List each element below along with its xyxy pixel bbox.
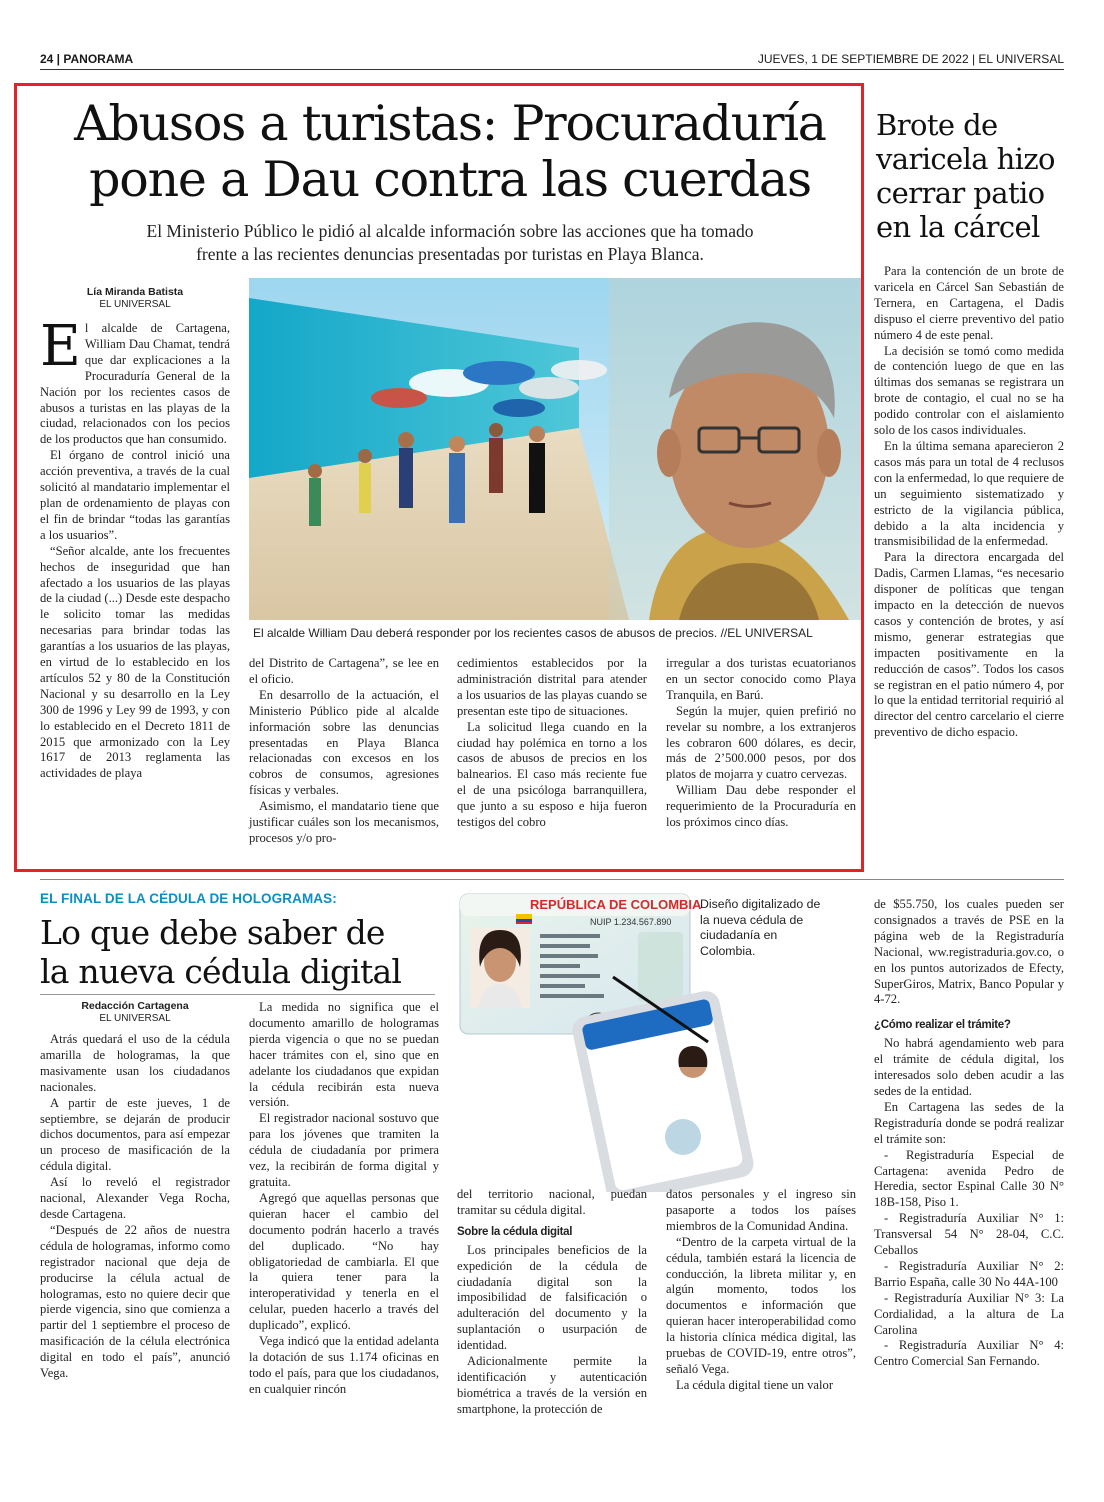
main-col4-p2: Según la mujer, quien prefirió no revelar su nombre, a los extranjeros les cobraron 600 dólares, es decir, más de 2’500.000 pesos, por dos platos de mojarra y cuatro cervezas. [666, 703, 856, 782]
card-number-text: NUIP 1.234.567.890 [590, 917, 672, 927]
second-col5-p3: - Registraduría Especial de Cartagena: avenida Pedro de Heredia, sector Espinal Calle 30 N° 18B-158, Piso 1. [874, 1147, 1064, 1210]
photo-caption: El alcalde William Dau deberá responder por los recientes casos de abusos de precios. //EL UNIVERSAL [253, 626, 813, 640]
main-col2-p3: Asimismo, el mandatario tiene que justificar cuáles son los mecanismos, procesos y/o pro- [249, 799, 439, 845]
second-col3-p2: Adicionalmente permite la identificación y autenticación biométrica a través de la versión en smartphone, la protección de [457, 1354, 647, 1416]
main-col1-p2: El órgano de control inició una acción preventiva, a través de la cual solicitó al mandatario implementar el plan de ordenamiento de playas con el fin de brindar “todas las garantías a los usuarios”. [40, 448, 230, 542]
second-col3-lead: del territorio nacional, puedan tramitar su cédula digital. [457, 1187, 647, 1217]
main-col2-p1: del Distrito de Cartagena”, se lee en el oficio. [249, 656, 439, 686]
main-headline-line2: pone a Dau contra las cuerdas [89, 151, 811, 208]
main-deck-line1: El Ministerio Público le pidió al alcalde información sobre las acciones que ha tomado [146, 221, 754, 241]
second-column-4 [666, 1187, 856, 1394]
second-headline [40, 913, 420, 991]
second-col4-p1: datos personales y el ingreso sin pasaporte a todos los países miembros de la Comunidad Andina. [666, 1187, 856, 1233]
second-col2-p2: El registrador nacional sostuvo que para los jóvenes que tramiten la cédula de ciudadanía por primera vez, la recibirán de forma digital y gratuita. [249, 1111, 439, 1189]
second-col5-p4: - Registraduría Auxiliar N° 1: Transversal 54 N° 28-04, C.C. Ceballos [874, 1211, 1064, 1258]
main-deck-line2: frente a las recientes denuncias presentadas por turistas en Playa Blanca. [196, 244, 704, 264]
side-p3: En la última semana aparecieron 2 casos más para un total de 4 reclusos con la enfermedad, lo que requiere de un seguimiento sistematizado y estricto de la vigilancia pública, debido a la alta incidencia y transmisibilidad de la enfermedad. [874, 438, 1064, 549]
main-column-1 [40, 286, 230, 782]
main-outlet: EL UNIVERSAL [99, 299, 171, 310]
second-column-5 [874, 897, 1064, 1370]
drop-cap: E [40, 314, 81, 379]
main-column-2 [249, 656, 439, 847]
side-p4: Para la directora encargada del Dadis, Carmen Llamas, “es necesario disponer de políticas que tengan impacto en la detección de nuevos casos y contención de brotes, y así mismo, generar estrategias que impacten positivamente en la reducción de casos”. Todos los casos se registran en el patio número 4, por lo que la entidad territorial requirió al director del centro carcelario el cierre preventivo de dicho espacio. [874, 550, 1064, 740]
second-col1-p3: Así lo reveló el registrador nacional, Alexander Vega Rocha, desde Cartagena. [40, 1175, 230, 1221]
main-col4-p1: irregular a dos turistas ecuatorianos en un sector conocido como Playa Tranquila, en Barú. [666, 656, 856, 702]
second-headline-line2: la nueva cédula digital [40, 952, 402, 991]
second-headline-rule [40, 994, 435, 995]
main-column-3 [457, 656, 647, 831]
second-col1-p2: A partir de este jueves, 1 de septiembre, se dejarán de producir dichos documentos, para así empezar un proceso de masificación de la cédula digital. [40, 1095, 230, 1174]
second-col5-subhead: ¿Cómo realizar el trámite? [874, 1019, 1011, 1032]
second-col5-p1: No habrá agendamiento web para el trámite de cédula digital, los interesados solo deben acudir a las sedes de la entidad. [874, 1036, 1064, 1098]
second-byline [40, 1000, 230, 1025]
side-headline: Brote de varicela hizo cerrar patio en la cárcel [876, 108, 1055, 244]
second-col5-p6: - Registraduría Auxiliar N° 3: La Cordialidad, a la altura de La Carolina [874, 1290, 1064, 1337]
second-column-2 [249, 1000, 439, 1398]
main-author: Lía Miranda Batista [86, 286, 184, 298]
second-col5-p7: - Registraduría Auxiliar N° 4: Centro Comercial San Fernando. [874, 1338, 1064, 1369]
beach-mayor-image [249, 278, 861, 620]
main-col1-p3: “Señor alcalde, ante los frecuentes hechos de inseguridad que han afectado a los usuarios de las playas de la ciudad (...) Desde este despacho le solicito tomar las medidas necesarias para brindar todas las garantías a los usuarios de las playas, en virtud de lo establecido en los artículos 52 y 80 de la Constitución Nacional y su desarrollo en la Ley 300 de 1996 y Ley 99 de 1993, y con lo establecido en el Decreto 1811 de 2015 que armonizado con la Ley 1617 de 2013 reglamenta las actividades de playa [40, 543, 230, 781]
side-story-body [874, 264, 1064, 741]
side-p1: Para la contención de un brote de varicela en Cárcel San Sebastián de Ternera, en Cartagena, el Dadis dispuso el cierre preventivo del patio número 4 de este penal. [874, 264, 1064, 342]
page-date-and-paper: JUEVES, 1 DE SEPTIEMBRE DE 2022 | EL UNIVERSAL [757, 52, 1064, 66]
second-column-3 [457, 1187, 647, 1418]
second-headline-line1: Lo que debe saber de [40, 913, 385, 952]
second-col4-p2: “Dentro de la carpeta virtual de la cédula, también estará la licencia de conducción, la libreta militar y, en algún momento, todos los documentos e información que quieran hacer interoperabilidad como la historia clínica médica digital, las pruebas de COVID-19, entre otros”, señaló Vega. [666, 1234, 856, 1376]
second-col3-subhead: Sobre la cédula digital [457, 1225, 573, 1238]
main-headline [40, 96, 860, 208]
second-col4-p3: La cédula digital tiene un valor [676, 1377, 834, 1392]
main-col1-p1: l alcalde de Cartagena, William Dau Chamat, tendrá que dar explicaciones a la Procuraduría General de la Nación por los recientes casos de abusos a turistas en las playas de la ciudad, relacionados con los pecios de los productos que han consumido. [40, 321, 230, 447]
beach-photo [249, 278, 861, 620]
second-column-1 [40, 1000, 230, 1382]
main-col4-p3: William Dau debe responder el requerimiento de la Procuraduría en los próximos cinco días. [666, 783, 856, 830]
main-col3-p2: La solicitud llega cuando en la ciudad hay polémica en torno a los casos de abusos de precios en los balnearios. El caso más reciente fue el de una psicóloga barranquillera, que junto a su esposo e hija fueron testigos del cobro [457, 719, 647, 830]
side-p2: La decisión se tomó como medida de contención luego de que en las últimas dos semanas se registrara un brote de contagio, el cual no se ha podido controlar con el aislamiento solo de los casos individuales. [874, 343, 1064, 438]
second-col2-p4: Vega indicó que la entidad adelanta la dotación de sus 1.174 oficinas en todo el país, para que los ciudadanos, en cualquier rincón [249, 1334, 439, 1396]
second-outlet: EL UNIVERSAL [99, 1013, 171, 1024]
card-country-text: REPÚBLICA DE COLOMBIA [530, 897, 702, 912]
section-divider [40, 879, 1064, 880]
second-kicker: EL FINAL DE LA CÉDULA DE HOLOGRAMAS: [40, 891, 337, 906]
page-section-label: 24 | PANORAMA [40, 52, 134, 66]
second-col2-p1: La medida no significa que el documento amarillo de hologramas pierda vigencia o que no se puedan hacer trámites con el, sino que en adelante los ciudadanos que expidan la cédula recibirán esta nueva versión. [249, 1000, 439, 1110]
second-col1-p4: “Después de 22 años de nuestra cédula de hologramas, informo como registrador nacional que deja de producirse la célula actual de hologramas, esto no quiere decir que pierde vigencia, sino que comienza a partir del 1 septiembre el proceso de masificación de la célula electrónica digital en todo el país”, anunció Vega. [40, 1222, 230, 1381]
id-image-caption: Diseño digitalizado de la nueva cédula de ciudadanía en Colombia. [700, 897, 821, 958]
second-col5-p2: En Cartagena las sedes de la Registraduría donde se podrá realizar el trámite son: [874, 1099, 1064, 1146]
main-col3-p1: cedimientos establecidos por la administración distrital para atender a los usuarios de las playas cuando se presentan este tipo de situaciones. [457, 656, 647, 718]
second-col3-p1: Los principales beneficios de la expedición de la cédula de ciudadanía digital son la imposibilidad de falsificación o adulteración del documento y la suplantación o usurpación de identidad. [457, 1242, 647, 1353]
main-headline-line1: Abusos a turistas: Procuraduría [74, 95, 826, 152]
main-col2-p2: En desarrollo de la actuación, el Ministerio Público pide al alcalde información sobre las denuncias presentadas en Playa Blanca relacionadas con excesos en los cobros de consumos, agresiones físicas y verbales. [249, 687, 439, 798]
main-column-4 [666, 656, 856, 831]
header-divider [40, 69, 1064, 70]
main-deck [60, 220, 840, 266]
second-author: Redacción Cartagena [81, 1000, 189, 1012]
main-byline [40, 286, 230, 311]
second-col2-p3: Agregó que aquellas personas que quieran hacer el cambio del documento podrán hacerlo a través del duplicado. “No hay obligatoriedad de cambiarla. El que la quiera tener para la interoperatividad y tenerla en el celular, pueden hacerlo a través del duplicado”, explicó. [249, 1190, 439, 1333]
second-col5-p5: - Registraduría Auxiliar N° 2: Barrio España, calle 30 No 44A-100 [874, 1258, 1064, 1289]
second-col5-lead: de $55.750, los cuales pueden ser consignados a través de PSE en la página web de la Registraduría Nacional, ww.registraduria.gov.co, o en los puntos autorizados de Efecty, SuperGiros, Matrix, Banco Popular y 4-72. [874, 897, 1064, 1007]
second-col1-p1: Atrás quedará el uso de la cédula amarilla de hologramas, la que masivamente usan los ciudadanos nacionales. [40, 1032, 230, 1094]
